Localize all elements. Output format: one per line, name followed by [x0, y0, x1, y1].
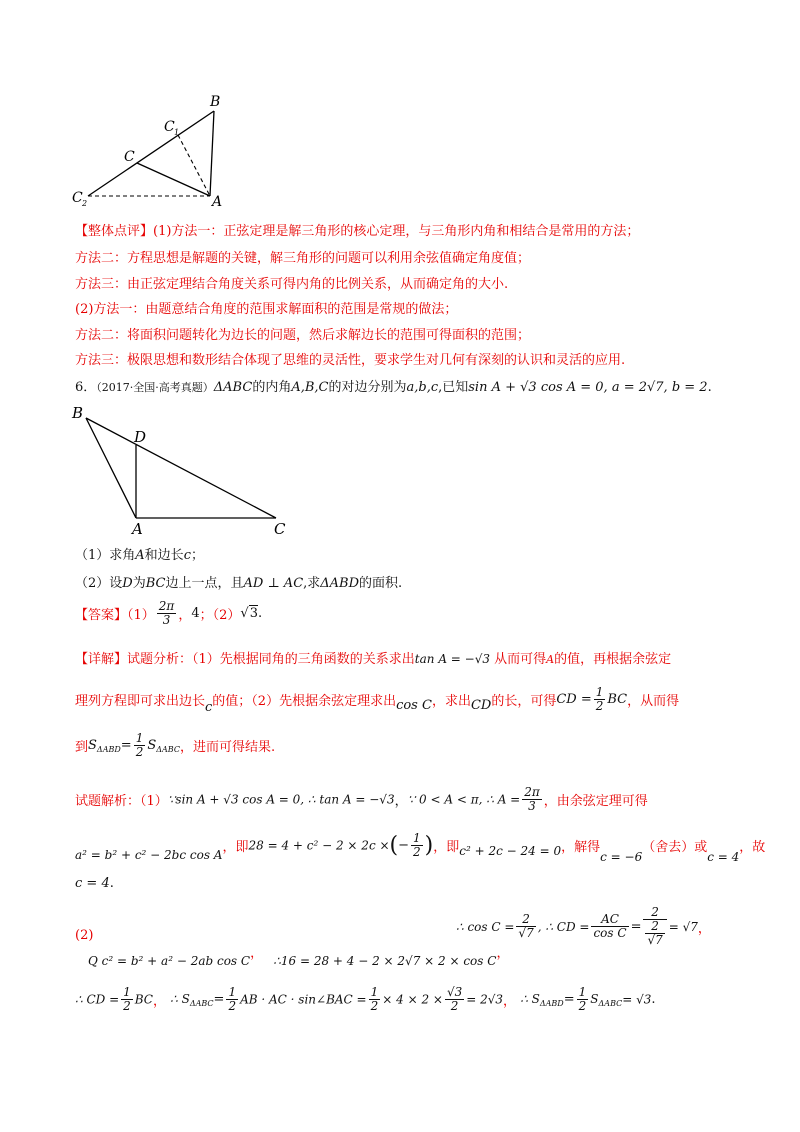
- q1-end: ；: [190, 548, 204, 563]
- detail-text-2c: 的值；（2）先根据余弦定理求出: [212, 694, 397, 710]
- solution-neg-half: [411, 832, 423, 859]
- solution-text-14: ，故: [739, 840, 766, 856]
- solution-part-2-label: (2): [75, 928, 94, 943]
- detail-half-1: [594, 686, 606, 713]
- problem-triangle: ΔABC: [213, 380, 253, 395]
- triangle-figure-2: [66, 402, 296, 538]
- frac-den: 2: [413, 845, 421, 860]
- s-letter: S: [88, 737, 97, 753]
- solution-eq: =: [213, 992, 225, 1008]
- answer-label: 【答案】: [75, 608, 128, 624]
- q2-side: BC: [145, 576, 166, 591]
- q2-end: 的面积.: [359, 576, 403, 591]
- detail-half-2: [134, 732, 146, 759]
- detail-text-1a: 试题分析：（1）先根据同角的三角函数的关系求出: [127, 652, 415, 667]
- frac-num: 2: [645, 920, 664, 934]
- nested-fraction: [643, 906, 666, 948]
- frac-num: 2π: [524, 785, 540, 799]
- frac-num: AC: [591, 913, 628, 927]
- s-letter: ∴ S: [170, 991, 190, 1006]
- solution-eq: =: [563, 992, 575, 1008]
- solution-quadratic: c² + 2c − 24 = 0: [459, 844, 562, 859]
- detail-line-3: [75, 732, 275, 759]
- answer-line: [75, 600, 262, 627]
- solution-text-8: ，即: [433, 840, 460, 856]
- detail-bc: BC: [607, 692, 628, 708]
- solution-step-1: ∵sin A + √3 cos A = 0, ∴ tan A = −√3: [167, 792, 395, 807]
- detail-text-3g: ，进而可得结果.: [179, 740, 276, 756]
- problem-number: 6．: [75, 380, 97, 395]
- label-b: B: [72, 404, 84, 422]
- q2-point: D: [122, 576, 133, 591]
- half-num: 1: [135, 731, 144, 745]
- answer-c-value: 4: [191, 606, 200, 622]
- label-c1-sub: 1: [174, 128, 180, 137]
- s-sub: ΔABC: [189, 998, 214, 1008]
- problem-condition: sin A + √3 cos A = 0, a = 2√7, b = 2: [468, 380, 708, 395]
- solution-s-abc-2: [590, 992, 622, 1006]
- solution-text-12: （舍去）或: [642, 840, 708, 856]
- problem-sides: a,b,c: [406, 380, 439, 395]
- solution-cosine-c: Q c² = b² + a² − 2ab cos C: [88, 954, 251, 968]
- answer-angle-fraction: [157, 600, 177, 627]
- cosc-fraction: [516, 913, 535, 940]
- s-sub-abc: ΔABC: [156, 744, 180, 754]
- solution-conclusion: c = 4: [75, 876, 110, 891]
- solution-comma: ，: [503, 994, 517, 1010]
- q1-text-b: 和边长: [144, 548, 184, 563]
- solution-end: .: [109, 876, 114, 891]
- frac-num: 1: [123, 985, 131, 999]
- review-text-1: (1)方法一：正弦定理是解三角形的核心定理，与三角形内角和相结合是常用的方法；: [153, 224, 640, 239]
- problem-source: （2017·全国·高考真题）: [96, 381, 214, 394]
- segment-b-a: [210, 111, 214, 196]
- solution-s-abd: [520, 992, 564, 1006]
- detail-label: 【详解】: [75, 652, 128, 667]
- frac-den: 2: [228, 999, 237, 1014]
- detail-c: c: [205, 700, 213, 716]
- segment-c-a: [137, 163, 210, 196]
- solution-comma: ，: [394, 794, 408, 810]
- q2-text-d: ,求: [303, 576, 321, 591]
- solution-sqrt7: = √7: [668, 919, 698, 934]
- label-d: D: [134, 428, 147, 446]
- frac-num: 2π: [158, 599, 175, 613]
- solution-line-4: [88, 942, 509, 969]
- label-b: B: [210, 94, 221, 110]
- solution-line-2: a² = b² + c² − 2bc cos A，即28 = 4 + c² − 2 × 2c ×(− $\frac{1}{2}$ )，即c² + 2c − 24 = 0，解得c = −6（舍去）或c = 4，故: [75, 831, 766, 865]
- s-sub: ΔABD: [539, 998, 564, 1008]
- frac-den: 2: [123, 999, 131, 1014]
- review-line-6: 方法三：极限思想和数形结合体现了思维的灵活性，要求学生对几何有深刻的认识和灵活的应用.: [75, 353, 626, 368]
- segment-c1-a: [178, 135, 210, 196]
- label-c1: C: [164, 119, 175, 135]
- review-line-1: [75, 220, 639, 239]
- solution-text-6: ，即: [222, 840, 249, 856]
- review-heading: 【整体点评】: [75, 224, 154, 239]
- solution-cosc-eq: ∴16 = 28 + 4 − 2 × 2√7 × 2 × cos C: [273, 954, 497, 968]
- frac-num: 1: [413, 831, 421, 845]
- detail-cosc: cos C: [396, 698, 432, 714]
- solution-cosine-law: a² = b² + c² − 2bc cos A: [75, 848, 223, 863]
- solution-root-1: c = −6: [600, 850, 643, 865]
- review-line-4: (2)方法一：由题意结合角度的范围求解面积的范围是常规的做法；: [75, 302, 458, 317]
- detail-text-3a: 到: [75, 740, 89, 756]
- triangle-figure-1: [60, 88, 240, 212]
- detail-s-abc: [147, 738, 180, 753]
- solution-area-formula: AB · AC · sin∠BAC =: [240, 992, 367, 1007]
- label-c: C: [274, 520, 286, 538]
- solution-text-10: ，解得: [561, 840, 601, 856]
- solution-comma: ，: [153, 994, 167, 1010]
- solution-area-value: = 2√3: [466, 992, 504, 1007]
- detail-eq: =: [120, 738, 132, 754]
- solution-line-4b: [456, 906, 711, 948]
- segment-c2-b: [88, 111, 214, 196]
- solution-comma: ，: [250, 946, 264, 961]
- answer-part-2: （2）: [212, 608, 241, 624]
- frac-den: 3: [528, 799, 536, 814]
- half-fraction: [577, 986, 589, 1013]
- solution-text-4: ，由余弦定理可得: [543, 794, 648, 810]
- solution-minus: −: [398, 838, 410, 854]
- answer-comma: ，: [178, 608, 192, 624]
- solution-root-2: c = 4: [707, 850, 740, 865]
- review-line-3: 方法三：由正弦定理结合角度关系可得内角的比例关系，从而确定角的大小.: [75, 277, 509, 292]
- q1-side: c: [183, 548, 191, 563]
- solution-comma: ，: [697, 921, 711, 937]
- problem-angles: A,B,C: [291, 380, 329, 395]
- problem-text-b: 的对边分别为: [328, 380, 407, 395]
- solution-line-1: [75, 786, 648, 813]
- s-letter: ∴ S: [520, 991, 540, 1006]
- s-letter: S: [590, 991, 599, 1006]
- s-sub-abd: ΔABD: [96, 744, 121, 754]
- solution-end: .: [651, 992, 656, 1008]
- detail-text-2e: ，求出: [431, 694, 471, 710]
- solution-cd: , ∴ CD =: [537, 919, 590, 934]
- frac-num: 1: [370, 985, 379, 999]
- detail-line-1: [75, 648, 671, 667]
- detail-text-1e: 的值，再根据余弦定: [554, 652, 672, 667]
- cd-fraction: [591, 913, 628, 940]
- solution-angle-range: ∵ 0 < A < π, ∴ A =: [407, 792, 521, 807]
- half-den: 2: [595, 699, 604, 714]
- detail-line-2: [75, 686, 679, 715]
- problem-text-c: ,已知: [438, 380, 469, 395]
- half-fraction: [369, 986, 381, 1013]
- problem-text-a: 的内角: [252, 380, 292, 395]
- detail-angle-a: A: [546, 653, 555, 666]
- q2-text-a: （2）设: [75, 576, 123, 591]
- question-1: [75, 544, 204, 563]
- review-line-2: 方法二：方程思想是解题的关键，解三角形的问题可以利用余弦值确定角度值；: [75, 251, 531, 266]
- frac-num: 2: [643, 906, 666, 920]
- frac-num: √3: [446, 985, 463, 999]
- frac-den: √7: [518, 926, 534, 941]
- label-a: A: [132, 520, 143, 538]
- solution-label: 试题解析：（1）: [75, 794, 168, 810]
- detail-text-2a: 理列方程即可求出边长: [75, 694, 206, 710]
- question-2: [75, 572, 402, 591]
- solution-eq: =: [630, 919, 642, 935]
- detail-cd: CD: [470, 698, 492, 714]
- frac-num: 1: [578, 985, 587, 999]
- solution-final: = √3: [622, 992, 652, 1007]
- answer-part-1: （1）: [127, 608, 155, 624]
- frac-den: 2: [370, 999, 379, 1014]
- q2-triangle: ΔABD: [320, 576, 360, 591]
- detail-tan: tan A = −√3: [414, 652, 491, 666]
- problem-end: .: [707, 380, 712, 395]
- label-c2: C: [72, 190, 83, 206]
- q2-text-c: 边上一点，且: [165, 576, 244, 591]
- half-fraction: [121, 986, 133, 1013]
- solution-angle-fraction: [522, 786, 542, 813]
- detail-text-2g: 的长，可得: [491, 694, 557, 710]
- detail-s-abd: [88, 738, 121, 753]
- frac-den: √7: [647, 933, 663, 948]
- q2-text-b: 为: [132, 576, 146, 591]
- segment-b-a: [86, 418, 136, 518]
- solution-cd-half: ∴ CD =: [75, 992, 120, 1007]
- sqrt3-fraction: [445, 986, 464, 1013]
- frac-num: 2: [516, 913, 535, 927]
- detail-text-2j: ，从而得: [627, 694, 680, 710]
- answer-end: .: [258, 606, 263, 622]
- solution-equation: 28 = 4 + c² − 2 × 2c ×: [248, 838, 390, 853]
- q1-text-a: （1）求角: [75, 548, 136, 563]
- s-letter: S: [147, 737, 157, 753]
- problem-statement: [75, 376, 712, 395]
- solution-line-5: [75, 986, 656, 1013]
- label-a: A: [212, 194, 223, 210]
- frac-den: 2: [450, 999, 459, 1014]
- q1-angle: A: [135, 548, 145, 563]
- answer-area-radicand: 3: [249, 606, 258, 622]
- frac-num: 1: [228, 985, 237, 999]
- solution-comma: ，: [496, 946, 510, 961]
- half-den: 2: [135, 745, 144, 760]
- frac-den: cos C: [593, 926, 627, 941]
- half-num: 1: [595, 685, 604, 699]
- solution-product: × 4 × 2 ×: [382, 992, 443, 1007]
- label-c: C: [124, 149, 135, 165]
- answer-semicolon: ；: [199, 608, 213, 624]
- label-c2-sub: 2: [82, 199, 88, 208]
- segment-b-c: [86, 418, 276, 518]
- frac-den: 2: [578, 999, 587, 1014]
- frac-den: 3: [162, 613, 171, 628]
- solution-cosc: ∴ cos C =: [456, 919, 515, 934]
- detail-text-1c: 从而可得: [494, 652, 547, 667]
- review-line-5: 方法二：将面积问题转化为边长的问题，然后求解边长的范围可得面积的范围；: [75, 328, 531, 343]
- s-sub: ΔABC: [598, 998, 623, 1008]
- solution-s-abc: [170, 992, 213, 1006]
- solution-bc: BC: [134, 992, 153, 1007]
- q2-condition: AD ⊥ AC: [243, 576, 304, 591]
- half-fraction: [226, 986, 238, 1013]
- detail-cd-eq: CD =: [556, 692, 592, 708]
- solution-line-3: [75, 876, 114, 891]
- answer-area: √3: [240, 606, 258, 622]
